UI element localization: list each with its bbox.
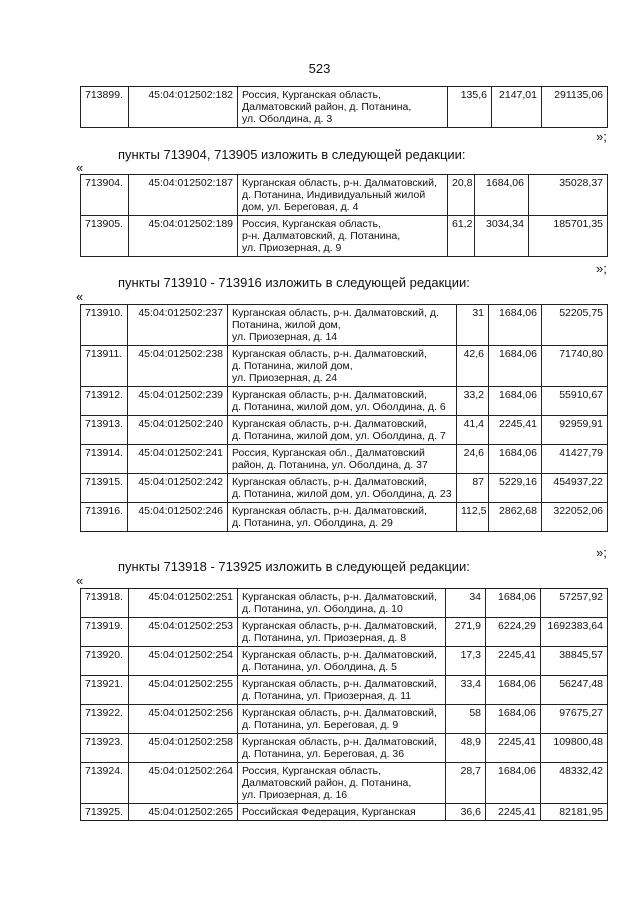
unit-price: 2147,01 (492, 87, 542, 128)
cadastral-number: 45:04:012502:265 (129, 804, 238, 821)
closing-quote: »; (596, 261, 607, 276)
row-number: 713905. (81, 216, 129, 257)
unit-price: 2245,41 (486, 734, 541, 763)
address-cell (228, 445, 457, 474)
address-line: Курганская область, р-н. Далматовский, (242, 591, 437, 603)
row-number: 713925. (81, 804, 129, 821)
address-line: Далматовский район, д. Потанина, (242, 101, 412, 113)
row-number: 713922. (81, 705, 129, 734)
row-number: 713899. (81, 87, 129, 128)
address-line: дом, ул. Береговая, д. 4 (242, 201, 359, 213)
address-cell (228, 305, 457, 346)
address-line: Россия, Курганская область, (242, 218, 381, 230)
table-row (81, 216, 608, 257)
address-line: ул. Приозерная, д. 14 (232, 331, 338, 343)
area-value: 36,6 (446, 804, 486, 821)
area-value: 17,3 (446, 647, 486, 676)
cadastral-number: 45:04:012502:264 (129, 763, 238, 804)
row-number: 713916. (81, 503, 128, 532)
area-value: 31 (457, 305, 489, 346)
total-value: 56247,48 (541, 676, 608, 705)
table-row (81, 445, 608, 474)
address-cell (238, 705, 446, 734)
address-line: Россия, Курганская обл., Далматовский (232, 447, 425, 459)
instruction-text: пункты 713904, 713905 изложить в следующей редакции: (118, 147, 466, 162)
address-cell (238, 676, 446, 705)
table-row (81, 763, 608, 804)
closing-quote: »; (596, 545, 607, 560)
table-row (81, 87, 608, 128)
address-cell (238, 618, 446, 647)
unit-price: 1684,06 (489, 445, 542, 474)
total-value: 57257,92 (541, 589, 608, 618)
area-value: 20,8 (448, 175, 475, 216)
total-value: 48332,42 (541, 763, 608, 804)
opening-quote: « (76, 289, 84, 304)
address-line: д. Потанина, Индивидуальный жилой (242, 189, 426, 201)
address-line: Курганская область, р-н. Далматовский, д. (232, 307, 439, 319)
row-number: 713912. (81, 387, 128, 416)
address-line: д. Потанина, ул. Приозерная, д. 11 (242, 690, 412, 702)
table-row (81, 647, 608, 676)
address-cell (238, 87, 448, 128)
cadastral-number: 45:04:012502:255 (129, 676, 238, 705)
unit-price: 1684,06 (486, 705, 541, 734)
total-value: 38845,57 (541, 647, 608, 676)
cadastral-number: 45:04:012502:182 (129, 87, 238, 128)
row-number: 713911. (81, 346, 128, 387)
row-number: 713910. (81, 305, 128, 346)
area-value: 34 (446, 589, 486, 618)
table-row (81, 618, 608, 647)
opening-quote: « (76, 160, 84, 175)
address-line: д. Потанина, ул. Береговая, д. 9 (242, 719, 399, 731)
address-cell (228, 387, 457, 416)
address-line: Курганская область, р-н. Далматовский, (242, 649, 437, 661)
unit-price: 2245,41 (489, 416, 542, 445)
table-row (81, 346, 608, 387)
address-line: Россия, Курганская область, (242, 89, 381, 101)
total-value: 97675,27 (541, 705, 608, 734)
cadastral-number: 45:04:012502:246 (128, 503, 228, 532)
table-row (81, 175, 608, 216)
unit-price: 1684,06 (486, 676, 541, 705)
row-number: 713920. (81, 647, 129, 676)
total-value: 71740,80 (542, 346, 608, 387)
address-line: ул. Приозерная, д. 16 (242, 789, 348, 801)
address-cell (238, 175, 448, 216)
address-line: Курганская область, р-н. Далматовский, (242, 736, 437, 748)
area-value: 61,2 (448, 216, 475, 257)
address-line: ул. Приозерная, д. 9 (242, 242, 342, 254)
cadastral-number: 45:04:012502:253 (129, 618, 238, 647)
area-value: 33,4 (446, 676, 486, 705)
instruction-text: пункты 713910 - 713916 изложить в следующей редакции: (118, 275, 470, 290)
address-line: р-н. Далматовский, д. Потанина, (242, 230, 401, 242)
cadastral-number: 45:04:012502:256 (129, 705, 238, 734)
address-line: Курганская область, р-н. Далматовский, (242, 678, 437, 690)
cadastral-number: 45:04:012502:241 (128, 445, 228, 474)
total-value: 454937,22 (542, 474, 608, 503)
address-line: Россия, Курганская область, (242, 765, 381, 777)
total-value: 291135,06 (542, 87, 608, 128)
table-row (81, 734, 608, 763)
area-value: 33,2 (457, 387, 489, 416)
cadastral-number: 45:04:012502:242 (128, 474, 228, 503)
area-value: 135,6 (448, 87, 492, 128)
table-row (81, 804, 608, 821)
address-line: д. Потанина, ул. Оболдина, д. 10 (242, 603, 403, 615)
address-line: Российская Федерация, Курганская (242, 806, 416, 818)
total-value: 52205,75 (542, 305, 608, 346)
total-value: 92959,91 (542, 416, 608, 445)
address-line: Потанина, жилой дом, (232, 319, 341, 331)
address-line: ул. Приозерная, д. 24 (232, 372, 338, 384)
area-value: 112,5 (457, 503, 489, 532)
address-line: Курганская область, р-н. Далматовский, (232, 505, 427, 517)
unit-price: 1684,06 (486, 589, 541, 618)
address-line: Курганская область, р-н. Далматовский, (242, 707, 437, 719)
property-table-3 (80, 304, 608, 532)
property-table-4 (80, 588, 608, 821)
address-line: д. Потанина, ул. Приозерная, д. 8 (242, 632, 407, 644)
total-value: 41427,79 (542, 445, 608, 474)
address-line: Курганская область, р-н. Далматовский, (232, 418, 427, 430)
total-value: 322052,06 (542, 503, 608, 532)
address-line: Курганская область, р-н. Далматовский, (232, 389, 427, 401)
address-cell (238, 763, 446, 804)
address-line: ул. Оболдина, д. 3 (242, 113, 333, 125)
table-row (81, 503, 608, 532)
table-row (81, 676, 608, 705)
area-value: 28,7 (446, 763, 486, 804)
address-cell (228, 474, 457, 503)
page-number: 523 (308, 61, 331, 76)
address-cell (228, 416, 457, 445)
unit-price: 1684,06 (486, 763, 541, 804)
cadastral-number: 45:04:012502:258 (129, 734, 238, 763)
table-row (81, 416, 608, 445)
area-value: 58 (446, 705, 486, 734)
address-line: д. Потанина, ул. Оболдина, д. 5 (242, 661, 397, 673)
row-number: 713924. (81, 763, 129, 804)
unit-price: 1684,06 (489, 346, 542, 387)
table-row (81, 474, 608, 503)
row-number: 713923. (81, 734, 129, 763)
unit-price: 3034,34 (475, 216, 529, 257)
instruction-text: пункты 713918 - 713925 изложить в следующей редакции: (118, 559, 470, 574)
address-cell (238, 804, 446, 821)
property-table-2 (80, 174, 608, 257)
unit-price: 6224,29 (486, 618, 541, 647)
area-value: 41,4 (457, 416, 489, 445)
table-row (81, 705, 608, 734)
unit-price: 2862,68 (489, 503, 542, 532)
unit-price: 2245,41 (486, 647, 541, 676)
total-value: 185701,35 (529, 216, 608, 257)
area-value: 48,9 (446, 734, 486, 763)
address-line: Далматовский район, д. Потанина, (242, 777, 412, 789)
cadastral-number: 45:04:012502:189 (129, 216, 238, 257)
address-cell (228, 346, 457, 387)
address-cell (238, 647, 446, 676)
address-line: д. Потанина, жилой дом, ул. Оболдина, д. 7 (232, 430, 446, 442)
total-value: 35028,37 (529, 175, 608, 216)
cadastral-number: 45:04:012502:187 (129, 175, 238, 216)
address-cell (238, 589, 446, 618)
closing-quote: »; (596, 129, 607, 144)
address-line: д. Потанина, жилой дом, ул. Оболдина, д. 6 (232, 401, 446, 413)
row-number: 713914. (81, 445, 128, 474)
cadastral-number: 45:04:012502:237 (128, 305, 228, 346)
table-row (81, 589, 608, 618)
unit-price: 1684,06 (475, 175, 529, 216)
cadastral-number: 45:04:012502:254 (129, 647, 238, 676)
unit-price: 5229,16 (489, 474, 542, 503)
address-line: район, д. Потанина, ул. Оболдина, д. 37 (232, 459, 428, 471)
total-value: 82181,95 (541, 804, 608, 821)
total-value: 55910,67 (542, 387, 608, 416)
area-value: 271,9 (446, 618, 486, 647)
address-line: Курганская область, р-н. Далматовский, (232, 348, 427, 360)
area-value: 42,6 (457, 346, 489, 387)
row-number: 713913. (81, 416, 128, 445)
area-value: 24,6 (457, 445, 489, 474)
row-number: 713918. (81, 589, 129, 618)
address-line: д. Потанина, ул. Оболдина, д. 29 (232, 517, 393, 529)
address-line: Курганская область, р-н. Далматовский, (232, 476, 427, 488)
area-value: 87 (457, 474, 489, 503)
row-number: 713915. (81, 474, 128, 503)
row-number: 713904. (81, 175, 129, 216)
address-cell (238, 734, 446, 763)
address-line: д. Потанина, жилой дом, (232, 360, 353, 372)
cadastral-number: 45:04:012502:238 (128, 346, 228, 387)
unit-price: 1684,06 (489, 305, 542, 346)
cadastral-number: 45:04:012502:251 (129, 589, 238, 618)
unit-price: 1684,06 (489, 387, 542, 416)
address-line: Курганская область, р-н. Далматовский, (242, 620, 437, 632)
address-line: Курганская область, р-н. Далматовский, (242, 177, 437, 189)
address-cell (238, 216, 448, 257)
address-line: д. Потанина, ул. Береговая, д. 36 (242, 748, 405, 760)
total-value: 109800,48 (541, 734, 608, 763)
address-cell (228, 503, 457, 532)
cadastral-number: 45:04:012502:239 (128, 387, 228, 416)
opening-quote: « (76, 573, 84, 588)
cadastral-number: 45:04:012502:240 (128, 416, 228, 445)
row-number: 713921. (81, 676, 129, 705)
address-line: д. Потанина, жилой дом, ул. Оболдина, д. 23 (232, 488, 452, 500)
property-table-1 (80, 86, 608, 128)
table-row (81, 305, 608, 346)
row-number: 713919. (81, 618, 129, 647)
table-row (81, 387, 608, 416)
unit-price: 2245,41 (486, 804, 541, 821)
total-value: 1692383,64 (541, 618, 608, 647)
